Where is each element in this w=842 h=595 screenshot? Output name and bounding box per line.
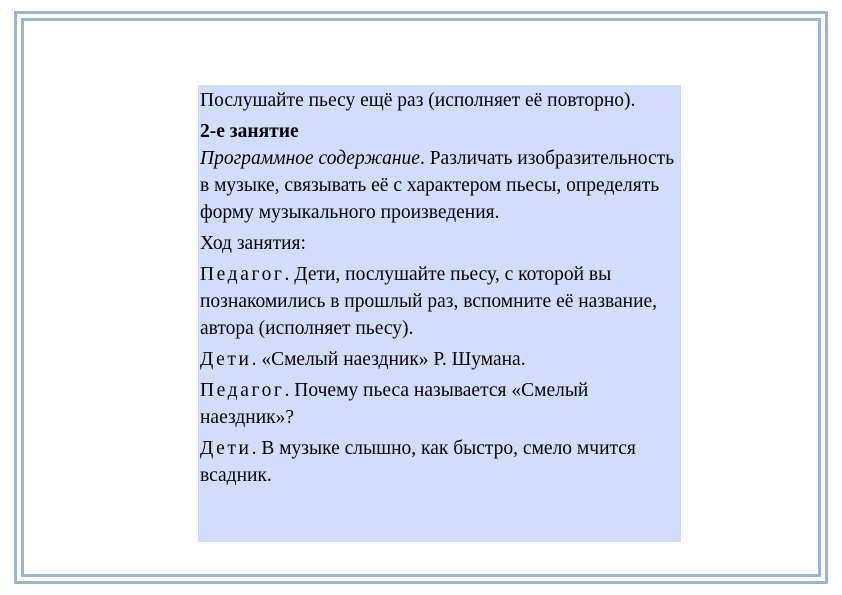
lesson-heading: 2-е занятие [200, 121, 299, 142]
lesson-text-box [198, 85, 681, 542]
speaker-children: Дети [200, 349, 252, 370]
paragraph-listen-again [200, 87, 679, 114]
paragraph-program [200, 118, 679, 226]
speaker-teacher: Педагог [200, 380, 285, 401]
paragraph-teacher-2 [200, 377, 679, 431]
paragraph-course [200, 230, 679, 257]
speaker-children: Дети [200, 438, 252, 459]
program-text: . Различать изобразительность в музыке, связывать её с характером пьесы, определять форму музыкального произведения. [200, 148, 675, 223]
paragraph-children-2 [200, 435, 679, 489]
children-line: . «Смелый наездник» Р. Шумана. [251, 349, 526, 370]
paragraph-text: Послушайте пьесу ещё раз (исполняет её повторно). [200, 90, 636, 111]
paragraph-children-1 [200, 346, 679, 373]
program-label: Программное содержание [200, 148, 420, 169]
teacher-line: . Почему пьеса называется «Смелый наездник»? [200, 380, 589, 428]
paragraph-teacher-1 [200, 261, 679, 342]
speaker-teacher: Педагог [200, 264, 285, 285]
course-heading: Ход занятия: [200, 233, 306, 254]
teacher-line: . Дети, послушайте пьесу, с которой вы познакомились в прошлый раз, вспомните её название, автора (исполняет пьесу). [200, 264, 658, 339]
children-line: . В музыке слышно, как быстро, смело мчится всадник. [200, 438, 636, 486]
